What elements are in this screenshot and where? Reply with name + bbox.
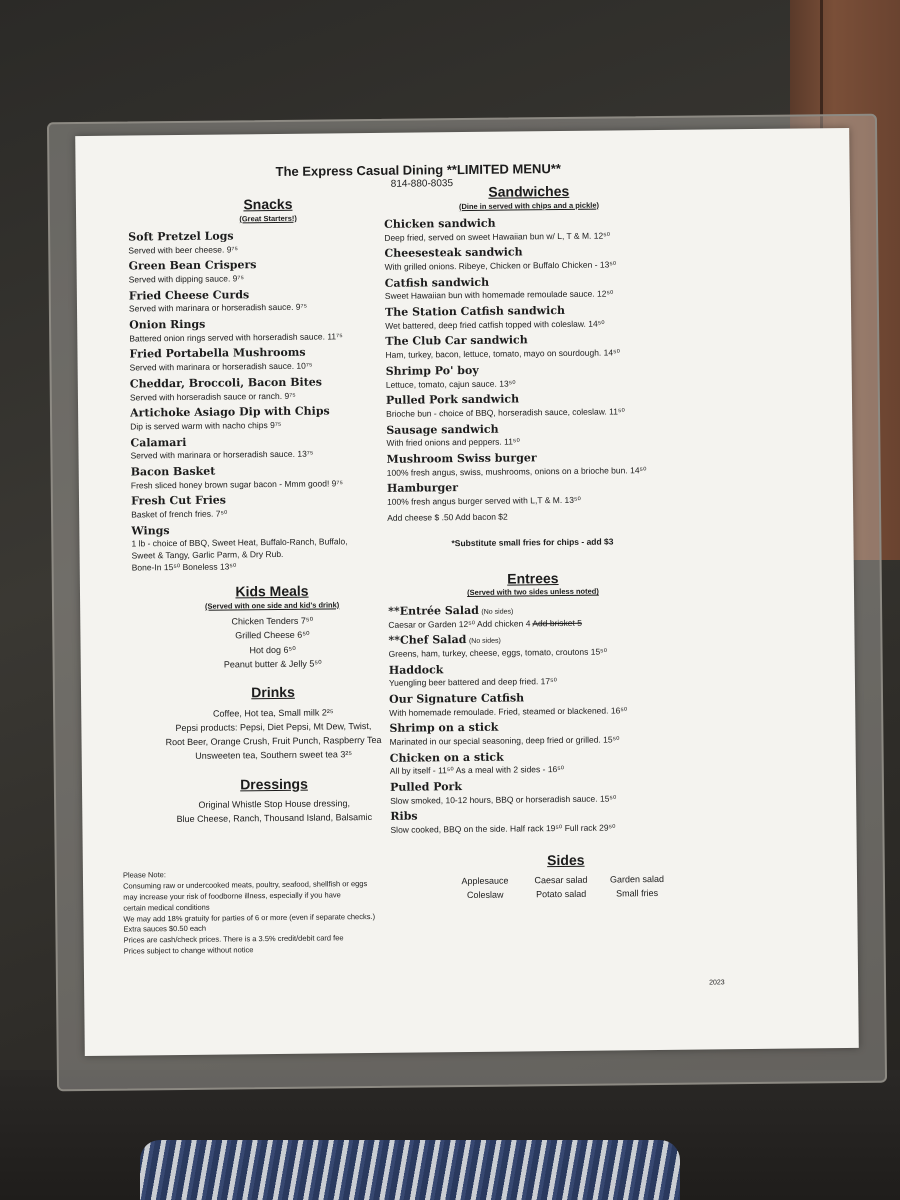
striped-cloth xyxy=(140,1140,680,1200)
note-line: Consuming raw or undercooked meats, poultry, seafood, shellfish or eggs xyxy=(123,878,368,891)
sandwiches-heading: Sandwiches xyxy=(488,182,570,200)
sandwich-desc: 100% fresh angus, swiss, mushrooms, onions on a brioche bun. 14⁵⁰ xyxy=(386,464,647,478)
entree-salad-desc: Caesar or Garden 12⁵⁰ Add chicken 4 xyxy=(388,617,531,630)
drinks-line: Pepsi products: Pepsi, Diet Pepsi, Mt Dew, Twist, xyxy=(175,720,372,733)
snack-desc: Fresh sliced honey brown sugar bacon - Mmm good! 9⁷⁵ xyxy=(130,477,344,491)
entrees-subheading: (Served with two sides unless noted) xyxy=(467,586,599,598)
entree-item xyxy=(389,690,679,718)
menu-paper xyxy=(75,128,859,1056)
entree-salad-item xyxy=(388,602,678,630)
dressings-list xyxy=(134,798,414,826)
snack-name: Fresh Cut Fries xyxy=(130,493,226,508)
entree-item xyxy=(388,631,678,659)
sandwich-desc: Ham, turkey, bacon, lettuce, tomato, mayo on sourdough. 14⁵⁰ xyxy=(385,347,621,360)
snack-item xyxy=(128,227,408,255)
snack-desc: Served with marinara or horseradish sauce. 13⁷⁵ xyxy=(130,448,314,461)
note-line: Prices subject to change without notice xyxy=(123,945,254,956)
sandwich-item xyxy=(387,479,677,523)
note-line: Prices are cash/check prices. There is a 3.5% credit/debit card fee xyxy=(123,933,344,945)
entree-desc: With homemade remoulade. Fried, steamed or blackened. 16⁵⁰ xyxy=(389,704,628,718)
entree-item xyxy=(389,660,679,688)
sandwich-desc: Sweet Hawaiian bun with homemade remoulade sauce. 12⁵⁰ xyxy=(384,288,614,302)
sandwich-desc: With fried onions and peppers. 11⁵⁰ xyxy=(386,436,520,449)
side-item: Applesauce xyxy=(461,875,509,887)
side-item: Small fries xyxy=(616,887,659,898)
menu-title: The Express Casual Dining **LIMITED MENU** xyxy=(275,160,561,179)
snack-desc: Served with horseradish sauce or ranch. 9⁷⁵ xyxy=(129,390,296,403)
snack-item xyxy=(130,404,410,432)
entree-name: Chicken on a stick xyxy=(389,750,504,765)
sandwich-desc: Deep fried, served on sweet Hawaiian bun w/ L, T & M. 12⁵⁰ xyxy=(384,230,611,243)
sandwich-desc: With grilled onions. Ribeye, Chicken or Buffalo Chicken - 13⁵⁰ xyxy=(384,259,617,272)
substitute-note: *Substitute small fries for chips - add $3 xyxy=(451,536,614,549)
snack-name: Bacon Basket xyxy=(130,464,216,479)
dressings-line: Blue Cheese, Ranch, Thousand Island, Balsamic xyxy=(176,812,373,825)
snack-item xyxy=(129,345,409,373)
sandwich-name: Cheesesteak sandwich xyxy=(384,245,523,261)
snack-name: Fried Portabella Mushrooms xyxy=(129,346,306,361)
snack-desc: Served with beer cheese. 9⁷⁵ xyxy=(128,244,239,256)
entree-item xyxy=(390,807,680,835)
year-label: 2023 xyxy=(709,979,725,987)
side-item: Garden salad xyxy=(609,874,665,885)
kids-list xyxy=(132,615,413,672)
sides-grid xyxy=(451,874,681,901)
snack-name: Calamari xyxy=(130,435,187,450)
sandwich-name: Catfish sandwich xyxy=(384,275,490,290)
phone-number: 814-880-8035 xyxy=(390,178,454,190)
side-item: Potato salad xyxy=(536,888,587,899)
sandwich-item xyxy=(386,362,676,390)
snack-item xyxy=(130,433,410,461)
sandwich-name: Chicken sandwich xyxy=(384,216,496,231)
entree-item xyxy=(389,719,679,747)
sandwich-list xyxy=(384,215,677,523)
snack-name: Cheddar, Broccoli, Bacon Bites xyxy=(129,375,322,391)
snack-item xyxy=(130,374,410,402)
entree-name: Shrimp on a stick xyxy=(389,720,499,736)
sandwich-item xyxy=(386,420,676,448)
snack-name: Onion Rings xyxy=(129,317,206,332)
sandwich-desc: Lettuce, tomato, cajun sauce. 13⁵⁰ xyxy=(385,377,516,390)
side-item: Caesar salad xyxy=(534,875,588,886)
kids-subheading: (Served with one side and kid's drink) xyxy=(204,600,340,611)
entree-desc: Yuengling beer battered and deep fried. 17⁵⁰ xyxy=(388,676,558,689)
snack-desc: 1 lb - choice of BBQ, Sweet Heat, Buffalo-Ranch, Buffalo, xyxy=(131,536,348,549)
entree-item xyxy=(390,778,680,806)
sandwich-item xyxy=(385,332,675,360)
snack-item xyxy=(131,492,411,520)
entree-name: Our Signature Catfish xyxy=(389,691,525,706)
entree-desc: Slow smoked, 10-12 hours, BBQ or horseradish sauce. 15⁵⁰ xyxy=(390,793,617,806)
entree-desc: All by itself - 11⁵⁰ As a meal with 2 sides - 16⁵⁰ xyxy=(389,764,565,777)
note-line: may increase your risk of foodborne illness, especially if you have xyxy=(123,890,341,902)
snacks-list xyxy=(128,227,412,572)
entree-name: **Chef Salad xyxy=(388,633,467,647)
snack-item xyxy=(129,257,409,285)
snack-desc: Served with marinara or horseradish sauce. 10⁷⁵ xyxy=(129,360,313,373)
sandwich-desc: 100% fresh angus burger served with L,T & M. 13⁵⁰ xyxy=(386,494,581,507)
snack-item xyxy=(129,316,409,344)
snack-name: Wings xyxy=(131,523,170,538)
sandwich-name: Pulled Pork sandwich xyxy=(385,392,520,407)
snack-name: Artichoke Asiago Dip with Chips xyxy=(130,404,330,420)
sandwich-name: Hamburger xyxy=(386,481,459,496)
snack-item xyxy=(131,462,411,490)
drinks-line: Unsweeten tea, Southern sweet tea 3²⁵ xyxy=(195,749,353,762)
snack-desc: Served with marinara or horseradish sauce. 9⁷⁵ xyxy=(128,302,308,314)
sandwich-item xyxy=(387,450,677,478)
snack-desc: Dip is served warm with nacho chips 9⁷⁵ xyxy=(130,419,282,432)
side-item: Coleslaw xyxy=(466,889,504,900)
sandwich-addons: Add cheese $ .50 Add bacon $2 xyxy=(387,511,508,523)
snack-item xyxy=(131,521,411,573)
sandwich-item xyxy=(385,303,675,331)
sandwich-desc: Wet battered, deep fried catfish topped with coleslaw. 14⁵⁰ xyxy=(385,318,605,331)
entree-desc: Greens, ham, turkey, cheese, eggs, tomato, croutons 15⁵⁰ xyxy=(388,646,608,659)
sides-heading: Sides xyxy=(547,851,585,868)
note-line: certain medical conditions xyxy=(123,902,210,913)
kids-heading: Kids Meals xyxy=(235,582,309,600)
entree-name: Ribs xyxy=(390,809,418,824)
entree-salad-name: **Entrée Salad xyxy=(388,603,479,618)
kids-item: Hot dog 6⁵⁰ xyxy=(249,644,296,655)
entree-desc: Marinated in our special seasoning, deep fried or grilled. 15⁵⁰ xyxy=(389,734,620,747)
snack-name: Green Bean Crispers xyxy=(128,258,257,273)
drinks-line: Coffee, Hot tea, Small milk 2²⁵ xyxy=(212,707,334,719)
entree-name: Haddock xyxy=(388,662,444,677)
dressings-line: Original Whistle Stop House dressing, xyxy=(198,798,351,810)
entree-salad-struck: Add brisket 5 xyxy=(532,617,582,628)
sandwich-name: Sausage sandwich xyxy=(386,422,499,437)
note-line: Please Note: xyxy=(122,870,166,880)
notes-block xyxy=(123,867,424,957)
snacks-subheading: (Great Starters!) xyxy=(239,213,297,223)
snack-desc-3: Bone-In 15⁵⁰ Boneless 13⁵⁰ xyxy=(131,561,237,573)
entree-name: Pulled Pork xyxy=(389,780,462,794)
entree-desc: Slow cooked, BBQ on the side. Half rack 19⁵⁰ Full rack 29⁵⁰ xyxy=(390,822,616,835)
entree-item xyxy=(390,748,680,776)
entree-salad-tag: (No sides) xyxy=(481,608,514,616)
dressings-heading: Dressings xyxy=(240,775,308,793)
snack-item xyxy=(129,286,409,314)
snack-desc: Served with dipping sauce. 9⁷⁵ xyxy=(128,273,245,285)
sandwich-desc: Brioche bun - choice of BBQ, horseradish sauce, coleslaw. 11⁵⁰ xyxy=(386,406,625,419)
sandwich-item xyxy=(385,273,675,301)
snack-desc-2: Sweet & Tangy, Garlic Parm, & Dry Rub. xyxy=(131,548,284,561)
sandwich-item xyxy=(386,391,676,419)
kids-item: Chicken Tenders 7⁵⁰ xyxy=(231,615,314,627)
kids-item: Peanut butter & Jelly 5⁵⁰ xyxy=(223,658,322,670)
snack-desc: Basket of french fries. 7⁵⁰ xyxy=(131,508,228,520)
sandwich-name: Mushroom Swiss burger xyxy=(386,451,537,466)
sandwich-item xyxy=(384,215,674,243)
note-line: We may add 18% gratuity for parties of 6 or more (even if separate checks.) xyxy=(123,911,376,924)
drinks-list xyxy=(133,706,414,763)
sandwich-name: The Club Car sandwich xyxy=(385,333,528,349)
entrees-heading: Entrees xyxy=(507,569,559,587)
right-column xyxy=(384,182,681,902)
snack-name: Soft Pretzel Logs xyxy=(128,229,234,244)
sandwiches-subheading: (Dine in served with chips and a pickle) xyxy=(458,200,600,211)
drinks-heading: Drinks xyxy=(251,683,295,701)
entree-list xyxy=(388,631,680,836)
snack-desc: Battered onion rings served with horseradish sauce. 11⁷⁵ xyxy=(129,331,343,344)
kids-item: Grilled Cheese 6⁵⁰ xyxy=(235,630,310,641)
drinks-line: Root Beer, Orange Crush, Fruit Punch, Raspberry Tea xyxy=(165,735,382,748)
sandwich-name: Shrimp Po' boy xyxy=(385,363,479,378)
sandwich-item xyxy=(384,244,674,272)
note-line: Extra sauces $0.50 each xyxy=(123,924,207,934)
sandwich-name: The Station Catfish sandwich xyxy=(384,303,566,319)
entree-tag: (No sides) xyxy=(468,637,501,646)
snack-name: Fried Cheese Curds xyxy=(128,287,250,303)
snacks-heading: Snacks xyxy=(243,195,293,213)
